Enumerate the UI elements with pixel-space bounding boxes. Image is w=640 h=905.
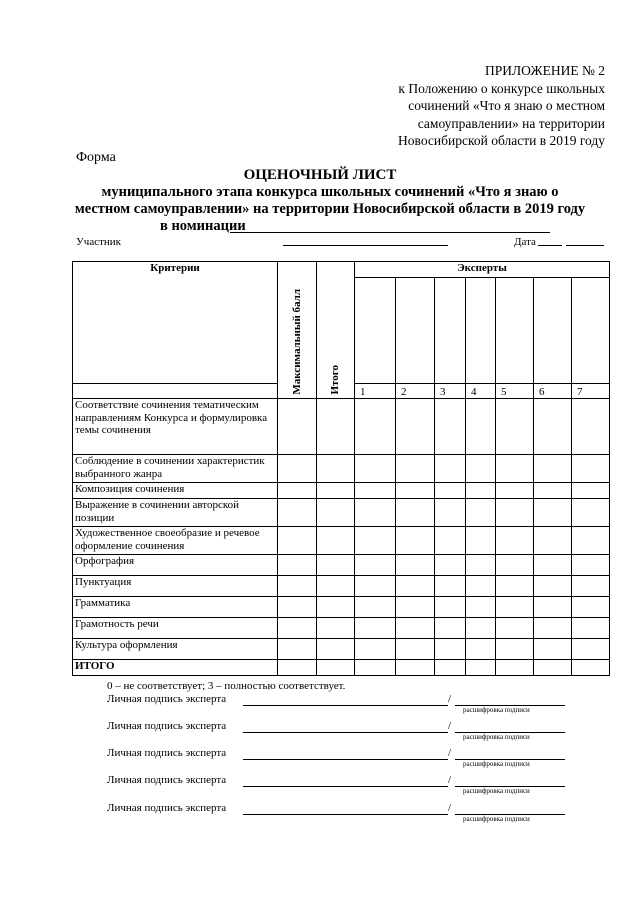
max-score-header-text: Максимальный балл <box>290 288 303 395</box>
subtitle-line: муниципального этапа конкурса школьных сочинений «Что я знаю о <box>101 184 559 200</box>
score-cell[interactable] <box>396 455 435 483</box>
score-cell[interactable] <box>396 483 435 499</box>
score-cell[interactable] <box>396 597 435 618</box>
table-row <box>73 455 610 483</box>
score-cell[interactable] <box>496 399 534 455</box>
table-row <box>73 597 610 618</box>
score-cell[interactable] <box>355 555 396 576</box>
score-cell[interactable] <box>396 555 435 576</box>
score-cell[interactable] <box>572 618 610 639</box>
expert-blank <box>355 278 396 384</box>
score-cell[interactable] <box>496 483 534 499</box>
score-cell[interactable] <box>534 618 572 639</box>
signature-row <box>107 747 226 759</box>
table-row <box>73 399 610 455</box>
score-cell[interactable] <box>317 660 355 676</box>
score-cell[interactable] <box>466 483 496 499</box>
expert-blank <box>572 278 610 384</box>
decode-label: расшифровка подписи <box>463 787 530 795</box>
score-cell[interactable] <box>572 499 610 527</box>
criterion-label: Соответствие сочинения тематическим направлениям Конкурса и формулировка темы сочинения <box>73 399 278 455</box>
criterion-label: Орфография <box>73 555 278 576</box>
score-cell[interactable] <box>278 618 317 639</box>
signature-row <box>107 774 226 786</box>
criterion-label: Художественное своеобразие и речевое оформление сочинения <box>73 527 278 555</box>
score-cell[interactable] <box>534 555 572 576</box>
appendix-line: самоуправлении» на территории <box>417 115 605 131</box>
expert-number: 2 <box>396 384 435 399</box>
signature-label: Личная подпись эксперта <box>107 774 227 786</box>
score-cell[interactable] <box>317 455 355 483</box>
expert-number: 6 <box>534 384 572 399</box>
score-cell[interactable] <box>435 597 466 618</box>
expert-blank <box>496 278 534 384</box>
score-cell[interactable] <box>572 555 610 576</box>
score-cell[interactable] <box>355 660 396 676</box>
total-row-label: ИТОГО <box>73 660 278 676</box>
criterion-label: Культура оформления <box>73 639 278 660</box>
score-cell[interactable] <box>435 660 466 676</box>
score-cell[interactable] <box>466 639 496 660</box>
score-cell[interactable] <box>396 660 435 676</box>
appendix-block <box>345 62 605 150</box>
score-cell[interactable] <box>355 527 396 555</box>
slash: / <box>448 693 452 705</box>
expert-blank <box>435 278 466 384</box>
score-cell[interactable] <box>278 527 317 555</box>
score-cell[interactable] <box>466 660 496 676</box>
appendix-line: ПРИЛОЖЕНИЕ № 2 <box>484 63 605 78</box>
score-cell[interactable] <box>317 399 355 455</box>
slash: / <box>448 774 452 786</box>
decode-label: расшифровка подписи <box>463 815 530 823</box>
score-cell[interactable] <box>278 555 317 576</box>
signature-row <box>107 802 226 814</box>
slash: / <box>448 747 452 759</box>
score-cell[interactable] <box>466 399 496 455</box>
expert-blank <box>396 278 435 384</box>
decode-label: расшифровка подписи <box>463 760 530 768</box>
score-cell[interactable] <box>466 499 496 527</box>
score-cell[interactable] <box>435 455 466 483</box>
score-cell[interactable] <box>396 639 435 660</box>
signature-row <box>107 720 226 732</box>
score-cell[interactable] <box>572 483 610 499</box>
signature-row <box>107 693 226 705</box>
score-cell[interactable] <box>435 527 466 555</box>
criterion-label: Пунктуация <box>73 576 278 597</box>
total-header <box>317 262 355 399</box>
page-title: ОЦЕНОЧНЫЙ ЛИСТ <box>243 167 397 183</box>
signature-label: Личная подпись эксперта <box>107 720 227 732</box>
score-cell[interactable] <box>496 499 534 527</box>
date-field-day[interactable] <box>538 245 562 246</box>
slash: / <box>448 802 452 814</box>
score-cell[interactable] <box>435 639 466 660</box>
signature-label: Личная подпись эксперта <box>107 802 227 814</box>
score-cell[interactable] <box>435 576 466 597</box>
signature-field[interactable] <box>243 759 448 760</box>
score-cell[interactable] <box>355 597 396 618</box>
expert-number: 4 <box>466 384 496 399</box>
max-score-header <box>278 262 317 399</box>
score-cell[interactable] <box>278 639 317 660</box>
score-cell[interactable] <box>317 555 355 576</box>
score-cell[interactable] <box>355 455 396 483</box>
score-cell[interactable] <box>317 527 355 555</box>
score-cell[interactable] <box>355 399 396 455</box>
score-cell[interactable] <box>534 639 572 660</box>
total-header-text: Итого <box>329 364 342 395</box>
table-row <box>73 618 610 639</box>
score-cell[interactable] <box>534 499 572 527</box>
score-cell[interactable] <box>278 483 317 499</box>
date-field-rest[interactable] <box>566 245 604 246</box>
page-subtitle <box>40 184 620 218</box>
score-cell[interactable] <box>572 527 610 555</box>
score-cell[interactable] <box>496 660 534 676</box>
score-cell[interactable] <box>496 639 534 660</box>
score-cell[interactable] <box>435 618 466 639</box>
signature-label: Личная подпись эксперта <box>107 693 227 705</box>
score-cell[interactable] <box>317 499 355 527</box>
score-cell[interactable] <box>496 576 534 597</box>
participant-label: Участник <box>76 236 122 248</box>
score-cell[interactable] <box>355 639 396 660</box>
criterion-label: Грамотность речи <box>73 618 278 639</box>
appendix-line: Новосибирской области в 2019 году <box>398 133 605 148</box>
score-cell[interactable] <box>466 555 496 576</box>
signature-field[interactable] <box>243 705 448 706</box>
score-cell[interactable] <box>396 399 435 455</box>
scale-note: 0 – не соответствует; 3 – полностью соответствует. <box>107 680 346 692</box>
subtitle-line: местном самоуправлении» на территории Новосибирской области в 2019 году <box>74 201 586 217</box>
score-cell[interactable] <box>435 499 466 527</box>
score-cell[interactable] <box>496 618 534 639</box>
signature-field[interactable] <box>243 786 448 787</box>
score-cell[interactable] <box>534 483 572 499</box>
score-cell[interactable] <box>317 618 355 639</box>
table-row <box>73 483 610 499</box>
expert-blank <box>534 278 572 384</box>
nomination-field[interactable] <box>230 232 550 233</box>
signature-label: Личная подпись эксперта <box>107 747 227 759</box>
score-cell[interactable] <box>534 576 572 597</box>
score-cell[interactable] <box>534 597 572 618</box>
expert-blank <box>466 278 496 384</box>
score-cell[interactable] <box>572 597 610 618</box>
nomination-label: в номинации <box>160 218 246 234</box>
table-row-total <box>73 660 610 676</box>
evaluation-table <box>72 261 610 676</box>
score-cell[interactable] <box>396 499 435 527</box>
score-cell[interactable] <box>572 576 610 597</box>
table-row <box>73 499 610 527</box>
expert-number: 3 <box>435 384 466 399</box>
score-cell[interactable] <box>572 660 610 676</box>
criterion-label: Композиция сочинения <box>73 483 278 499</box>
score-cell[interactable] <box>317 639 355 660</box>
decode-label: расшифровка подписи <box>463 733 530 741</box>
score-cell[interactable] <box>534 455 572 483</box>
score-cell[interactable] <box>572 455 610 483</box>
score-cell[interactable] <box>534 399 572 455</box>
score-cell[interactable] <box>355 618 396 639</box>
score-cell[interactable] <box>466 455 496 483</box>
score-cell[interactable] <box>278 455 317 483</box>
experts-header: Эксперты <box>355 262 610 278</box>
table-row <box>73 555 610 576</box>
score-cell[interactable] <box>496 527 534 555</box>
score-cell[interactable] <box>317 597 355 618</box>
score-cell[interactable] <box>396 527 435 555</box>
score-cell[interactable] <box>278 499 317 527</box>
table-row <box>73 527 610 555</box>
signature-field[interactable] <box>243 814 448 815</box>
criterion-label: Грамматика <box>73 597 278 618</box>
score-cell[interactable] <box>534 527 572 555</box>
expert-number: 1 <box>355 384 396 399</box>
score-cell[interactable] <box>396 576 435 597</box>
appendix-line: к Положению о конкурсе школьных <box>398 80 605 96</box>
slash: / <box>448 720 452 732</box>
score-cell[interactable] <box>355 499 396 527</box>
score-cell[interactable] <box>355 483 396 499</box>
score-cell[interactable] <box>355 576 396 597</box>
form-label: Форма <box>76 150 116 165</box>
score-cell[interactable] <box>466 597 496 618</box>
decode-label: расшифровка подписи <box>463 706 530 714</box>
score-cell[interactable] <box>496 555 534 576</box>
table-row <box>73 639 610 660</box>
score-cell[interactable] <box>466 618 496 639</box>
table-row <box>73 576 610 597</box>
score-cell[interactable] <box>466 527 496 555</box>
score-cell[interactable] <box>435 483 466 499</box>
signature-field[interactable] <box>243 732 448 733</box>
criteria-header: Критерии <box>73 262 278 384</box>
criterion-label: Соблюдение в сочинении характеристик выбранного жанра <box>73 455 278 483</box>
score-cell[interactable] <box>496 455 534 483</box>
expert-number: 7 <box>572 384 610 399</box>
expert-number: 5 <box>496 384 534 399</box>
score-cell[interactable] <box>396 618 435 639</box>
score-cell[interactable] <box>572 399 610 455</box>
participant-field[interactable] <box>283 245 448 246</box>
score-cell[interactable] <box>278 399 317 455</box>
score-cell[interactable] <box>435 555 466 576</box>
score-cell[interactable] <box>317 576 355 597</box>
criteria-blank <box>73 384 278 399</box>
score-cell[interactable] <box>278 576 317 597</box>
criterion-label: Выражение в сочинении авторской позиции <box>73 499 278 527</box>
score-cell[interactable] <box>534 660 572 676</box>
score-cell[interactable] <box>435 399 466 455</box>
score-cell[interactable] <box>572 639 610 660</box>
score-cell[interactable] <box>278 660 317 676</box>
score-cell[interactable] <box>278 597 317 618</box>
score-cell[interactable] <box>317 483 355 499</box>
appendix-line: сочинений «Что я знаю о местном <box>408 98 605 113</box>
score-cell[interactable] <box>466 576 496 597</box>
date-label: Дата <box>514 236 536 248</box>
score-cell[interactable] <box>496 597 534 618</box>
